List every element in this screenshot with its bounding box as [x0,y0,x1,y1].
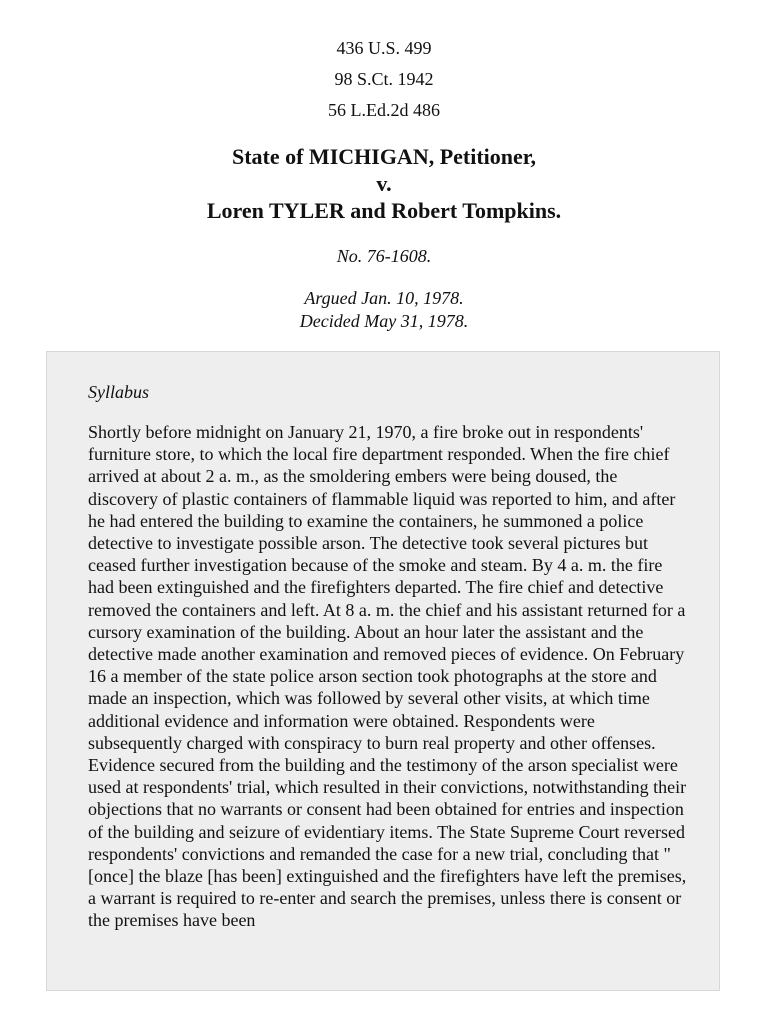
syllabus-section [46,351,720,991]
case-title [0,143,768,224]
docket-number: No. 76-1608. [336,246,432,266]
case-dates [0,287,768,333]
respondents: Loren TYLER and Robert Tompkins. [206,198,562,223]
versus: v. [376,171,392,196]
citation-us: 436 U.S. 499 [336,38,432,58]
citation-led: 56 L.Ed.2d 486 [328,100,440,120]
syllabus-text: Shortly before midnight on January 21, 1970, a fire broke out in respondents' furniture store, to which the local fire department responded. When the fire chief arrived at about 2 a. m., as the smoldering embers were being doused, the discovery of plastic containers of flammable liquid was reported to him, and after he had entered the building to examine the containers, he summoned a police detective to investigate possible arson. The detective took several pictures but ceased further investigation because of the smoke and steam. By 4 a. m. the fire had been extinguished and the firefighters departed. The fire chief and detective removed the containers and left. At 8 a. m. the chief and his assistant returned for a cursory examination of the building. About an hour later the assistant and the detective made another examination and removed pieces of evidence. On February 16 a member of the state police arson section took photographs at the store and made an inspection, which was followed by several other visits, at which time additional evidence and information were obtained. Respondents were subsequently charged with conspiracy to burn real property and other offenses. Evidence secured from the building and the testimony of the arson specialist were used at respondents' trial, which resulted in their convictions, notwithstanding their objections that no warrants or consent had been obtained for entries and inspection of the building and seizure of evidentiary items. The State Supreme Court reversed respondents' convictions and remanded the case for a new trial, concluding that "[once] the blaze [has been] extinguished and the firefighters have left the premises, a warrant is required to re-enter and search the premises, unless there is consent or the premises have been [88,422,687,931]
petitioner: State of MICHIGAN, Petitioner, [231,144,537,169]
syllabus-heading: Syllabus [88,382,149,402]
citations [0,33,768,126]
citation-sct: 98 S.Ct. 1942 [334,69,434,89]
argued-date: Argued Jan. 10, 1978. [304,288,464,308]
decided-date: Decided May 31, 1978. [299,311,469,331]
